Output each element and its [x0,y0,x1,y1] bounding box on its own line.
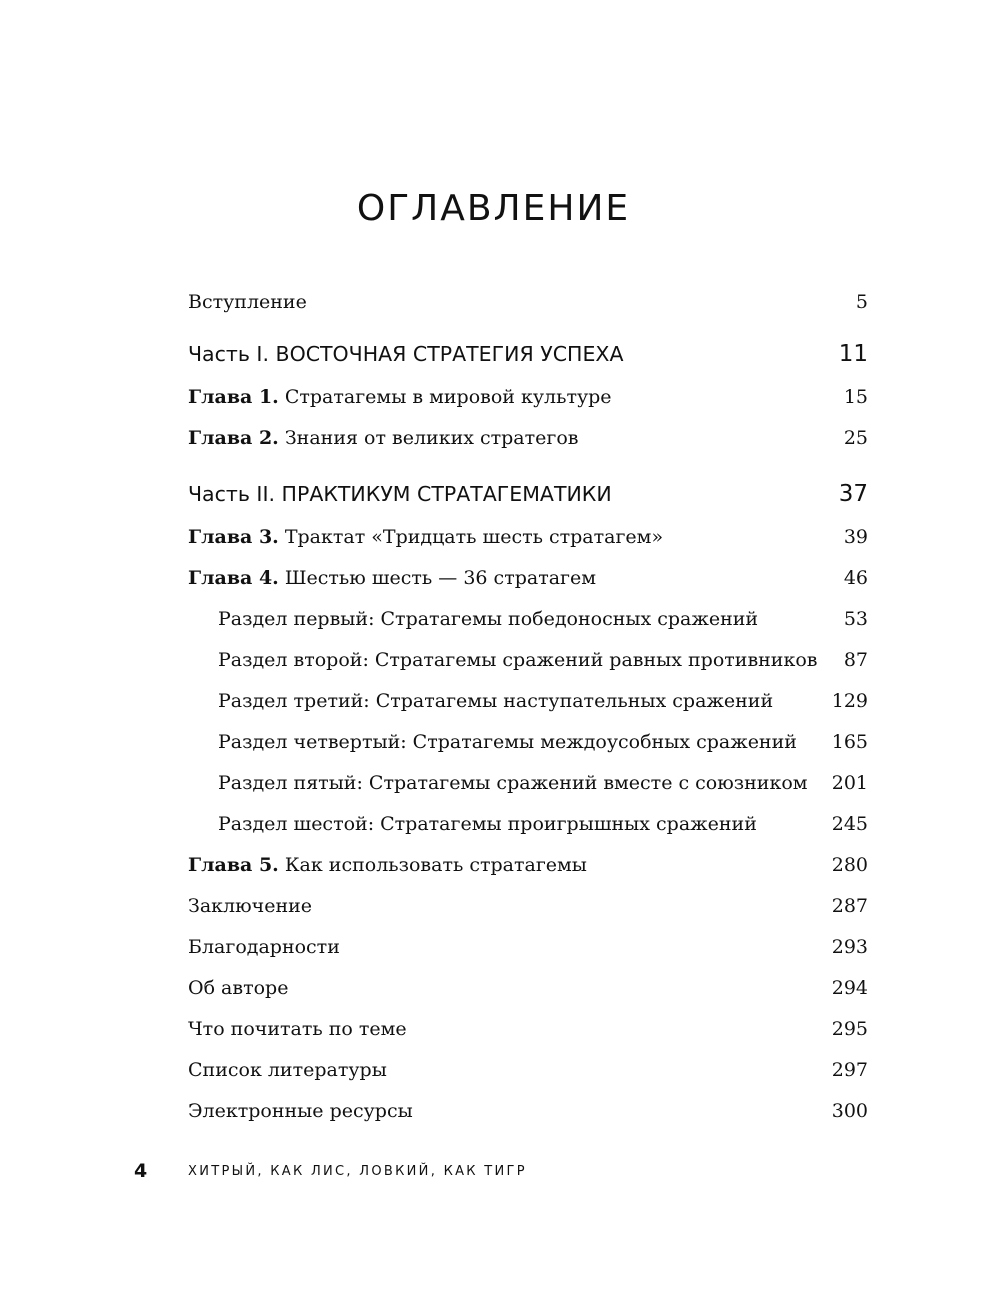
toc-page-number: 87 [843,649,868,671]
toc-page-number: 5 [855,291,868,313]
toc-entry-chapter-5[interactable] [188,848,868,882]
toc-label: Раздел первый: Стратагемы победоносных сражений [218,608,759,630]
toc-entry-conclusion[interactable] [188,889,868,923]
toc-label: Трактат «Тридцать шесть стратагем» [284,526,664,548]
toc-label: Раздел третий: Стратагемы наступательных сражений [218,690,774,712]
toc-entry-section-2[interactable] [218,643,868,677]
toc-page-number: 129 [831,690,868,712]
toc-entry-acknowledgements[interactable] [188,930,868,964]
chapter-prefix: Глава 5. [188,854,279,876]
toc-label: Заключение [188,895,313,917]
toc-page-number: 25 [843,427,868,449]
toc-label: Что почитать по теме [188,1018,407,1040]
toc-label: Вступление [188,291,307,313]
toc-page-number: 300 [831,1100,868,1122]
toc-label: Знания от великих стратегов [284,427,579,449]
toc-label: Стратагемы в мировой культуре [284,386,612,408]
toc-page-number: 39 [843,526,868,548]
chapter-prefix: Глава 2. [188,427,279,449]
toc-entry-section-5[interactable] [218,766,868,800]
toc-entry-about-author[interactable] [188,971,868,1005]
toc-entry-chapter-3[interactable] [188,520,868,554]
toc-label: Благодарности [188,936,340,958]
toc-page-number: 295 [831,1018,868,1040]
chapter-prefix: Глава 1. [188,386,279,408]
page-title: ОГЛАВЛЕНИЕ [356,188,631,230]
chapter-prefix: Глава 4. [188,567,279,589]
toc-entry-electronic-resources[interactable] [188,1094,868,1128]
toc-page-number: 297 [831,1059,868,1081]
toc-label: Раздел шестой: Стратагемы проигрышных сражений [218,813,757,835]
toc-label: Часть II. ПРАКТИКУМ СТРАТАГЕМАТИКИ [188,482,612,506]
toc-label: Раздел четвертый: Стратагемы междоусобных сражений [218,731,797,753]
toc-entry-part-2[interactable] [188,477,868,511]
toc-entry-section-6[interactable] [218,807,868,841]
toc-entry-section-4[interactable] [218,725,868,759]
toc-label: Список литературы [188,1059,387,1081]
toc-page-number: 15 [843,386,868,408]
toc-entry-bibliography[interactable] [188,1053,868,1087]
toc-page-number: 294 [831,977,868,999]
toc-page-number: 245 [831,813,868,835]
chapter-prefix: Глава 3. [188,526,279,548]
toc-entry-chapter-2[interactable] [188,421,868,455]
toc-entry-intro[interactable] [188,285,868,319]
toc-entry-further-reading[interactable] [188,1012,868,1046]
toc-page-number: 293 [831,936,868,958]
toc-label: Как использовать стратагемы [284,854,587,876]
toc-label: Шестью шесть — 36 стратагем [284,567,597,589]
footer-book-title: ХИТРЫЙ, КАК ЛИС, ЛОВКИЙ, КАК ТИГР [188,1164,527,1179]
toc-page-number: 280 [831,854,868,876]
toc-entry-chapter-4[interactable] [188,561,868,595]
toc-label: Раздел пятый: Стратагемы сражений вместе с союзником [218,772,808,794]
toc-entry-part-1[interactable] [188,337,868,371]
toc-page-number: 201 [831,772,868,794]
toc-page-number: 46 [843,567,868,589]
toc-page-number: 165 [831,731,868,753]
toc-page-number: 37 [838,481,868,507]
toc-entry-section-3[interactable] [218,684,868,718]
toc-page-number: 287 [831,895,868,917]
footer-page-number: 4 [134,1160,148,1182]
toc-entry-chapter-1[interactable] [188,380,868,414]
toc-label: Об авторе [188,977,289,999]
toc-entry-section-1[interactable] [218,602,868,636]
toc-page-number: 11 [838,341,868,367]
toc-page-number: 53 [843,608,868,630]
toc-label: Электронные ресурсы [188,1100,413,1122]
toc-label: Часть I. ВОСТОЧНАЯ СТРАТЕГИЯ УСПЕХА [188,342,624,366]
toc-label: Раздел второй: Стратагемы сражений равных противников [218,649,818,671]
